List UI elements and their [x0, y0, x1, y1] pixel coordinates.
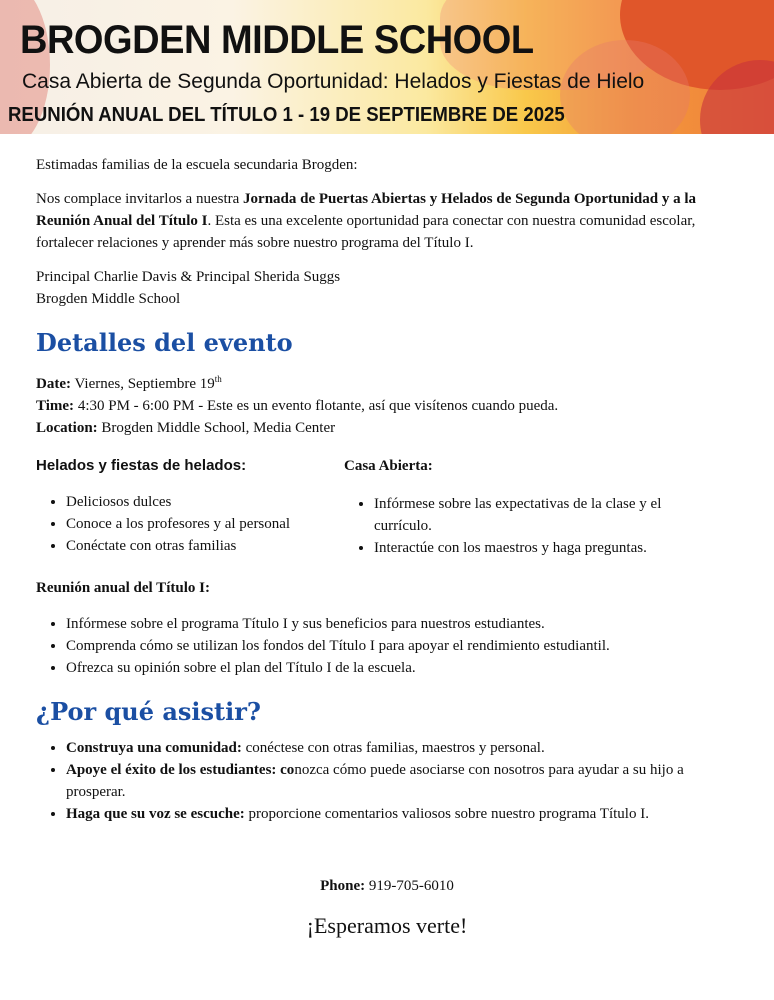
why-attend-heading: ¿Por qué asistir?: [36, 697, 261, 726]
label: Haga que su voz se escuche:: [66, 806, 245, 822]
list-item: • Comprenda cómo se utilizan los fondos del Título I para apoyar el rendimiento estudiantil.: [66, 635, 738, 657]
location-line: [36, 417, 738, 439]
list-item: • Ofrezca su opinión sobre el plan del Título I de la escuela.: [66, 657, 738, 679]
title1-heading: Reunión anual del Título I:: [36, 580, 210, 596]
value: Brogden Middle School, Media Center: [97, 420, 336, 436]
phone-number: 919-705-6010: [365, 878, 454, 894]
value: Viernes, Septiembre 19: [70, 376, 215, 392]
text: nozca cómo puede asociarse con nosotros para ayudar a su hijo a prosperar.: [66, 762, 684, 800]
school-name: Brogden Middle School: [36, 291, 181, 307]
list-item: [66, 737, 738, 759]
school-title: BROGDEN MIDDLE SCHOOL: [20, 18, 534, 62]
list-item: [66, 803, 738, 825]
list-item: [66, 759, 738, 803]
list-item: • Infórmese sobre el programa Título I y sus beneficios para nuestros estudiantes.: [66, 613, 738, 635]
section-heading: Casa Abierta:: [344, 458, 433, 474]
principals: Principal Charlie Davis & Principal Sherida Suggs: [36, 269, 341, 285]
label: Location:: [36, 420, 98, 436]
intro-paragraph: [36, 188, 738, 254]
time-line: [36, 395, 738, 417]
open-house-section: [344, 455, 704, 559]
label: Apoye el éxito de los estudiantes: co: [66, 762, 295, 778]
date-line: [36, 368, 738, 395]
header-banner: [0, 0, 774, 134]
ice-cream-section: [36, 455, 344, 559]
section-heading: Helados y fiestas de helados:: [36, 457, 247, 474]
list-item: • Deliciosos dulces: [66, 491, 344, 513]
closing: ¡Esperamos verte!: [306, 913, 468, 938]
label: Time:: [36, 398, 75, 414]
text: . Esta es una excelente oportunidad para conectar con nuestra comunidad escolar, fortalecer relaciones y aprender más sobre nuestro programa del Título I.: [36, 213, 696, 251]
text: conéctese con otras familias, maestros y personal.: [241, 740, 545, 756]
signature: [36, 266, 738, 310]
label: Construya una comunidad:: [66, 740, 242, 756]
greeting: Estimadas familias de la escuela secundaria Brogden:: [36, 157, 358, 173]
label: Date:: [36, 376, 71, 392]
text: Nos complace invitarlos a nuestra: [36, 191, 244, 207]
text: proporcione comentarios valiosos sobre nuestro programa Título I.: [244, 806, 649, 822]
list-item: • Conéctate con otras familias: [66, 535, 344, 557]
phone-line: [36, 875, 738, 897]
event-subtitle: Casa Abierta de Segunda Oportunidad: Helados y Fiestas de Hielo: [22, 70, 645, 93]
list-item: • Conoce a los profesores y al personal: [66, 513, 344, 535]
list-item: • Infórmese sobre las expectativas de la clase y el currículo.: [374, 493, 704, 537]
value: 4:30 PM - 6:00 PM - Este es un evento flotante, así que visítenos cuando pueda.: [74, 398, 559, 414]
list-item: • Interactúe con los maestros y haga preguntas.: [374, 537, 704, 559]
details-heading: Detalles del evento: [36, 328, 293, 357]
label: Phone:: [320, 878, 366, 894]
sup: th: [214, 374, 222, 384]
meeting-date-line: REUNIÓN ANUAL DEL TÍTULO 1 - 19 DE SEPTIEMBRE DE 2025: [8, 104, 565, 126]
event-name: Jornada de Puertas Abiertas y Helados de Segunda Oportunidad y a la Reunión Anual del Título I: [36, 191, 697, 229]
